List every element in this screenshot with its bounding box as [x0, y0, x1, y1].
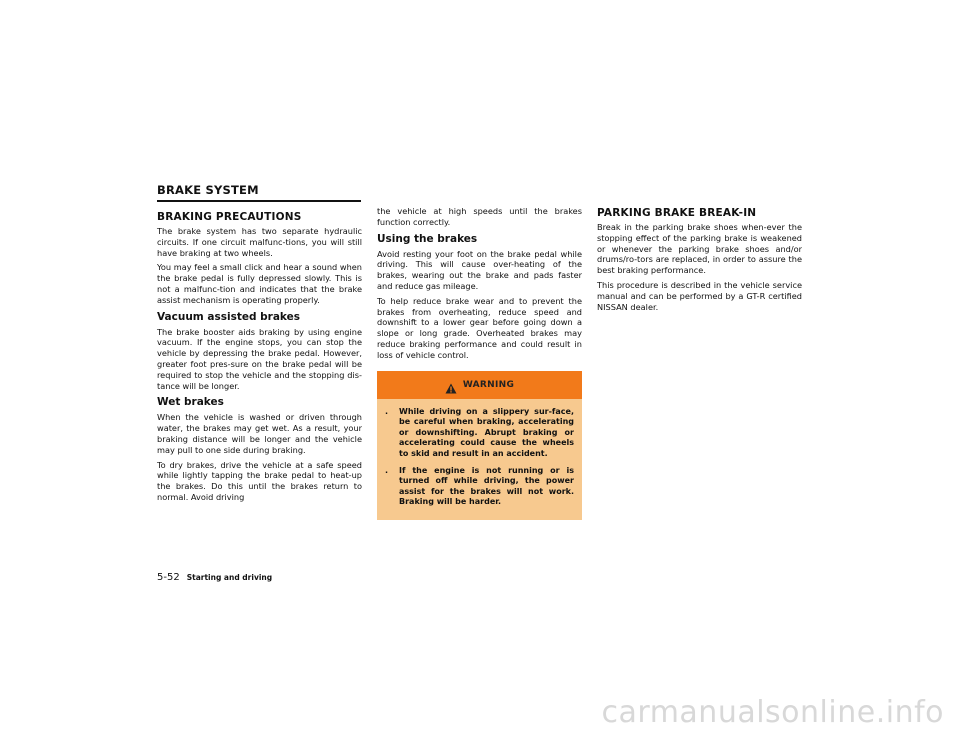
continuation-paragraph: the vehicle at high speeds until the brakes function correctly. — [377, 206, 582, 227]
bullet: . — [385, 406, 389, 416]
wet-brakes-heading: Wet brakes — [157, 396, 224, 409]
warning-item — [385, 407, 574, 460]
braking-precautions-heading: BRAKING PRECAUTIONS — [157, 211, 302, 223]
column-left — [157, 211, 362, 507]
section-title: BRAKE SYSTEM — [157, 183, 259, 197]
using-paragraph: To help reduce brake wear and to prevent the brakes from overheating, reduce speed and downshift to a lower gear before going down a slope or long grade. Overheated brakes may reduce braking performance and could result in loss of vehicle control. — [377, 295, 582, 360]
section-rule — [157, 200, 361, 202]
bullet: . — [385, 465, 389, 475]
vacuum-paragraph: The brake booster aids braking by using engine vacuum. If the engine stops, you can stop the vehicle by depressing the brake pedal. However, greater foot pres-sure on the brake pedal will be required to stop the vehicle and the stopping dis-tance will be longer. — [157, 326, 362, 391]
intro-paragraph: The brake system has two separate hydraulic circuits. If one circuit malfunc-tions, you will still have braking at two wheels. — [157, 226, 362, 258]
column-middle — [377, 206, 582, 520]
using-paragraph: Avoid resting your foot on the brake pedal while driving. This will cause over-heating of the brakes, wearing out the brake and pads faster and reduce gas mileage. — [377, 248, 582, 291]
warning-text: While driving on a slippery sur-face, be careful when braking, accelerating or downshifting. Abrupt braking or accelerating could cause the wheels to skid and result in an accident. — [399, 406, 574, 458]
page-number: 5-52 — [157, 572, 180, 583]
chapter-title: Starting and driving — [186, 573, 273, 582]
warning-list — [377, 399, 582, 508]
warning-header — [377, 371, 582, 399]
page-footer — [157, 572, 272, 583]
parking-paragraph: This procedure is described in the vehicle service manual and can be performed by a GT-R certified NISSAN dealer. — [597, 279, 802, 312]
wet-paragraph: To dry brakes, drive the vehicle at a safe speed while lightly tapping the brake pedal to heat-up the brakes. Do this until the brakes return to normal. Avoid driving — [157, 459, 362, 502]
warning-box — [377, 371, 582, 520]
wet-paragraph: When the vehicle is washed or driven through water, the brakes may get wet. As a result, your braking distance will be longer and the vehicle may pull to one side during braking. — [157, 412, 362, 455]
using-brakes-heading: Using the brakes — [377, 232, 478, 245]
watermark: carmanualsonline.info — [601, 695, 944, 730]
intro-paragraph: You may feel a small click and hear a sound when the brake pedal is fully depressed slowly. This is not a malfunc-tion and indicates that the brake assist mechanism is operating properly. — [157, 262, 362, 305]
warning-text: If the engine is not running or is turned off while driving, the power assist for the brakes will not work. Braking will be harder. — [399, 465, 574, 507]
vacuum-brakes-heading: Vacuum assisted brakes — [157, 310, 301, 323]
parking-brake-heading: PARKING BRAKE BREAK-IN — [597, 207, 757, 219]
column-right — [597, 207, 802, 316]
warning-item — [385, 466, 574, 508]
warning-label: WARNING — [462, 379, 515, 390]
warning-triangle-icon — [445, 379, 457, 390]
parking-paragraph: Break in the parking brake shoes when-ever the stopping effect of the parking brake is weakened or whenever the parking brake shoes and/or drums/ro-tors are replaced, in order to assure the best braking performance. — [597, 222, 802, 276]
section-header — [157, 183, 361, 202]
